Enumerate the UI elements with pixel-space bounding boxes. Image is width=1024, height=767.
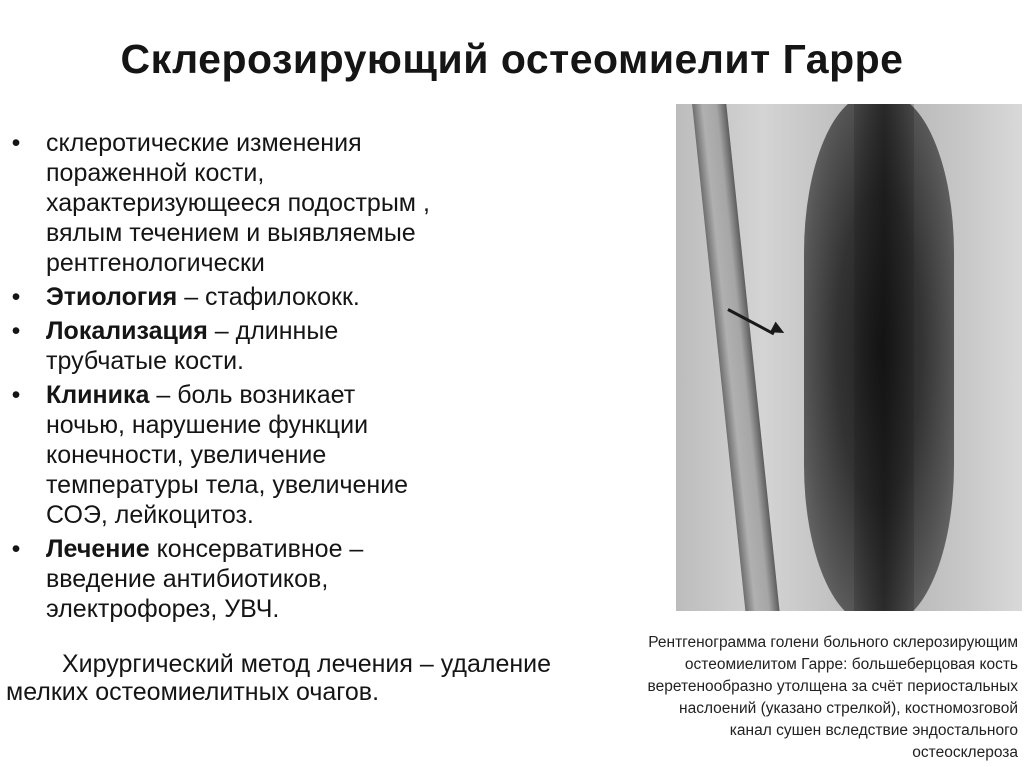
medullary-canal bbox=[854, 104, 914, 611]
bullet-dot: • bbox=[11, 381, 21, 409]
etiology-heading: Этиология bbox=[46, 283, 178, 311]
clinic-text: конечности, увеличение bbox=[46, 441, 327, 469]
caption-line: канал сушен вследствие эндостального bbox=[729, 722, 1018, 739]
definition-line: пораженной кости, bbox=[46, 159, 265, 187]
treatment-text: электрофорез, УВЧ. bbox=[46, 595, 280, 623]
treatment-text: введение антибиотиков, bbox=[46, 565, 329, 593]
bullet-treatment bbox=[6, 534, 566, 624]
localization-text: трубчатые кости. bbox=[46, 347, 244, 375]
bullet-clinic bbox=[6, 380, 566, 530]
caption-line: веретенообразно утолщена за счёт периостальных bbox=[647, 678, 1018, 695]
treatment-heading: Лечение bbox=[46, 535, 150, 563]
fibula-bone bbox=[690, 104, 782, 611]
localization-heading: Локализация bbox=[46, 317, 208, 345]
treatment-text: консервативное – bbox=[149, 535, 364, 563]
definition-line: характеризующееся подострым , bbox=[46, 189, 430, 217]
clinic-heading: Клиника bbox=[46, 381, 150, 409]
xray-caption bbox=[528, 632, 1018, 764]
caption-line: наслоений (указано стрелкой), костномозговой bbox=[679, 700, 1018, 717]
caption-line: остеосклероза bbox=[912, 744, 1018, 761]
bullet-definition bbox=[6, 128, 566, 278]
clinic-text: – боль возникает bbox=[149, 381, 356, 409]
slide-title: Склерозирующий остеомиелит Гарре bbox=[120, 36, 904, 82]
arrow-head-icon bbox=[770, 322, 787, 339]
clinic-text: температуры тела, увеличение bbox=[46, 471, 409, 499]
definition-line: вялым течением и выявляемые bbox=[46, 219, 416, 247]
bullet-dot: • bbox=[11, 535, 21, 563]
bullet-etiology bbox=[6, 282, 566, 312]
bullet-list bbox=[6, 128, 566, 628]
bullet-dot: • bbox=[11, 317, 21, 345]
bullet-dot: • bbox=[11, 129, 21, 157]
caption-line: остеомиелитом Гарре: большеберцовая кость bbox=[684, 656, 1018, 673]
xray-image bbox=[676, 104, 1022, 611]
clinic-text: СОЭ, лейкоцитоз. bbox=[46, 501, 254, 529]
surgical-treatment-note: Хирургический метод лечения – удаление мелких остеомиелитных очагов. bbox=[6, 650, 552, 706]
caption-line: Рентгенограмма голени больного склерозирующим bbox=[648, 634, 1018, 651]
clinic-text: ночью, нарушение функции bbox=[46, 411, 369, 439]
localization-text: – длинные bbox=[207, 317, 339, 345]
definition-line: рентгенологически bbox=[46, 249, 265, 277]
bullet-localization bbox=[6, 316, 566, 376]
bullet-dot: • bbox=[11, 283, 21, 311]
definition-line: склеротические изменения bbox=[46, 129, 362, 157]
etiology-text: – стафилококк. bbox=[177, 283, 360, 311]
